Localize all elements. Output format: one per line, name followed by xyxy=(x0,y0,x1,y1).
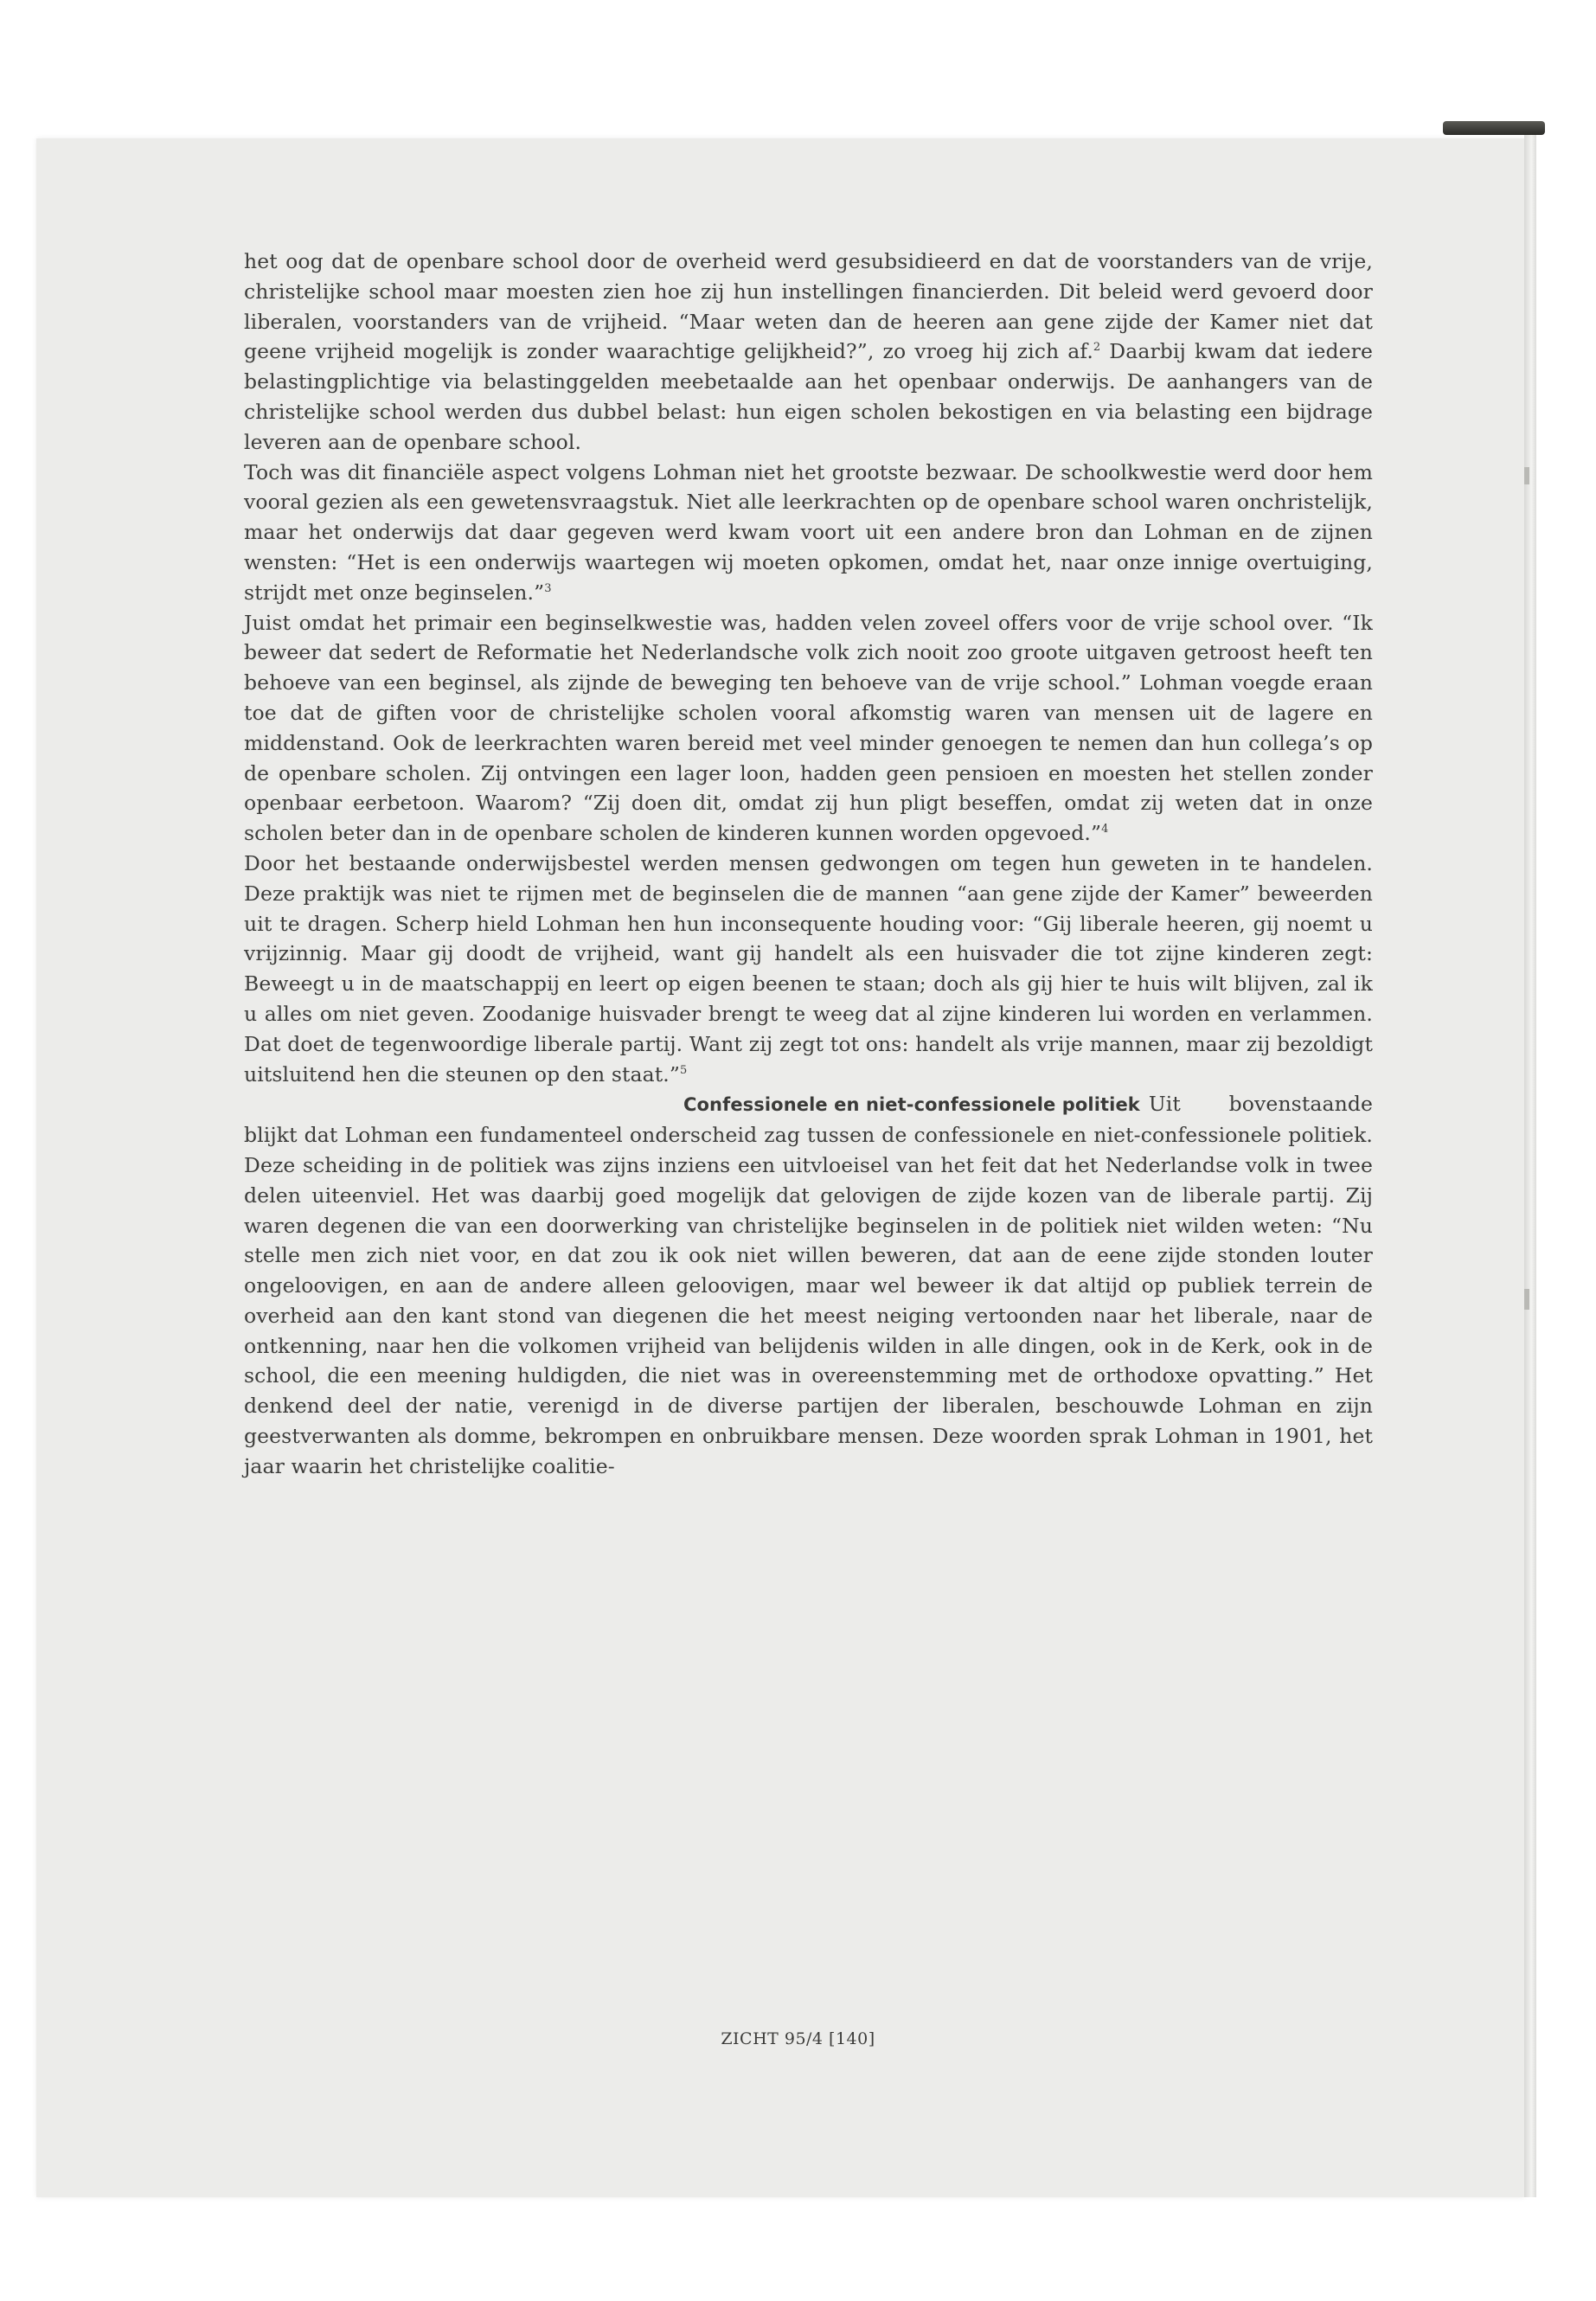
footnote-ref: 4 xyxy=(1101,823,1109,836)
paragraph: Confessionele en niet-confessionele politiek Uit bovenstaande blijkt dat Lohman een fundamenteel onderscheid zag tussen de confessionele en niet-confessionele politiek. Deze scheiding in de politiek was zijns inziens een uitvloeisel van het feit dat het Nederlandse volk in twee delen uiteenviel. Het was daarbij goed mogelijk dat gelovigen de zijde kozen van de liberale partij. Zij waren degenen die van een doorwerking van christelijke beginselen in de politiek niet wilden weten: “Nu stelle men zich niet voor, en dat zou ik ook niet willen beweren, dat aan de eene zijde stonden louter ongeloovigen, en aan de andere alleen geloovigen, maar wel beweer ik dat altijd op publiek terrein de overheid aan den kant stond van diegenen die het meest neiging vertoonden naar het liberale, naar de ontkenning, naar hen die volkomen vrijheid van belijdenis wilden in alle dingen, ook in de Kerk, ook in de school, die een meening huldigden, die niet was in overeenstemming met de orthodoxe opvatting.” Het denkend deel der natie, verenigd in de diverse partijen der liberalen, beschouwde Lohman en zijn geestverwanten als domme, bekrompen en onbruikbare mensen. Deze woorden sprak Lohman in 1901, het jaar waarin het christelijke coalitie- xyxy=(244,1092,1373,1478)
page-footer: ZICHT 95/4 [140] xyxy=(721,2029,875,2048)
footnote-ref: 2 xyxy=(1093,341,1101,355)
article-body xyxy=(244,247,1373,1482)
edge-mark xyxy=(1524,1289,1529,1310)
paragraph: het oog dat de openbare school door de overheid werd gesubsidieerd en dat de voorstanders van de vrije, christelijke school maar moesten zien hoe zij hun instellingen financierden. Dit beleid werd gevoerd door liberalen, voorstanders van de vrijheid. “Maar weten dan de heeren aan gene zijde der Kamer niet dat geene vrijheid mogelijk is zonder waarachtige gelijkheid?”, zo vroeg hij zich af.$^2$ Daarbij kwam dat iedere belastingplichtige via belastinggelden meebetaalde aan het openbaar onderwijs. De aanhangers van de christelijke school werden dus dubbel belast: hun eigen scholen bekostigen en via belasting een bijdrage leveren aan de openbare school. xyxy=(244,249,1373,454)
paragraph: Door het bestaande onderwijsbestel werden mensen gedwongen om tegen hun geweten in te handelen. Deze praktijk was niet te rijmen met de beginselen die de mannen “aan gene zijde der Kamer” beweerden uit te dragen. Scherp hield Lohman hen hun inconsequente houding voor: “Gij liberale heeren, gij noemt u vrijzinnig. Maar gij doodt de vrijheid, want gij handelt als een huisvader die tot zijne kinderen zegt: Beweegt u in de maatschappij en leert op eigen beenen te staan; doch als gij hier te huis wilt blijven, zal ik u alles om niet geven. Zoodanige huisvader brengt te weeg dat al zijne kinderen lui worden en verlammen. Dat doet de tegenwoordige liberale partij. Want zij zegt tot ons: handelt als vrije mannen, maar zij bezoldigt uitsluitend hen die steunen op den staat.”$^5$ xyxy=(244,850,1373,1086)
paragraph: Toch was dit financiële aspect volgens Lohman niet het grootste bezwaar. De schoolkwestie werd door hem vooral gezien als een gewetensvraagstuk. Niet alle leerkrachten op de openbare school waren onchristelijk, maar het onderwijs dat daar gegeven werd kwam voort uit een andere bron dan Lohman en de zijnen wensten: “Het is een onderwijs waartegen wij moeten opkomen, omdat het, naar onze innige overtuiging, strijdt met onze beginselen.”$^3$ xyxy=(244,459,1373,605)
footnote-ref: 3 xyxy=(544,581,552,595)
page-edge xyxy=(1524,131,1536,2197)
footnote-ref: 5 xyxy=(679,1063,688,1077)
binder-clip xyxy=(1443,121,1545,135)
edge-mark xyxy=(1524,467,1529,484)
section-heading: Confessionele en niet-confessionele politiek xyxy=(683,1094,1140,1116)
paragraph: Juist omdat het primair een beginselkwestie was, hadden velen zoveel offers voor de vrije school over. “Ik beweer dat sedert de Reformatie het Nederlandsche volk zich nooit zoo groote uitgaven getroost heeft ten behoeve van een beginsel, als zijnde de beweging ten behoeve van de vrije school.” Lohman voegde eraan toe dat de giften voor de christelijke scholen vooral afkomstig waren van mensen uit de lagere en middenstand. Ook de leerkrachten waren bereid met veel minder genoegen te nemen dan hun collega’s op de openbare scholen. Zij ontvingen een lager loon, hadden geen pensioen en moesten het stellen zonder openbaar eerbetoon. Waarom? “Zij doen dit, omdat zij hun pligt beseffen, omdat zij weten dat in onze scholen beter dan in de openbare scholen de kinderen kunnen worden opgevoed.”$^4$ xyxy=(244,610,1373,846)
